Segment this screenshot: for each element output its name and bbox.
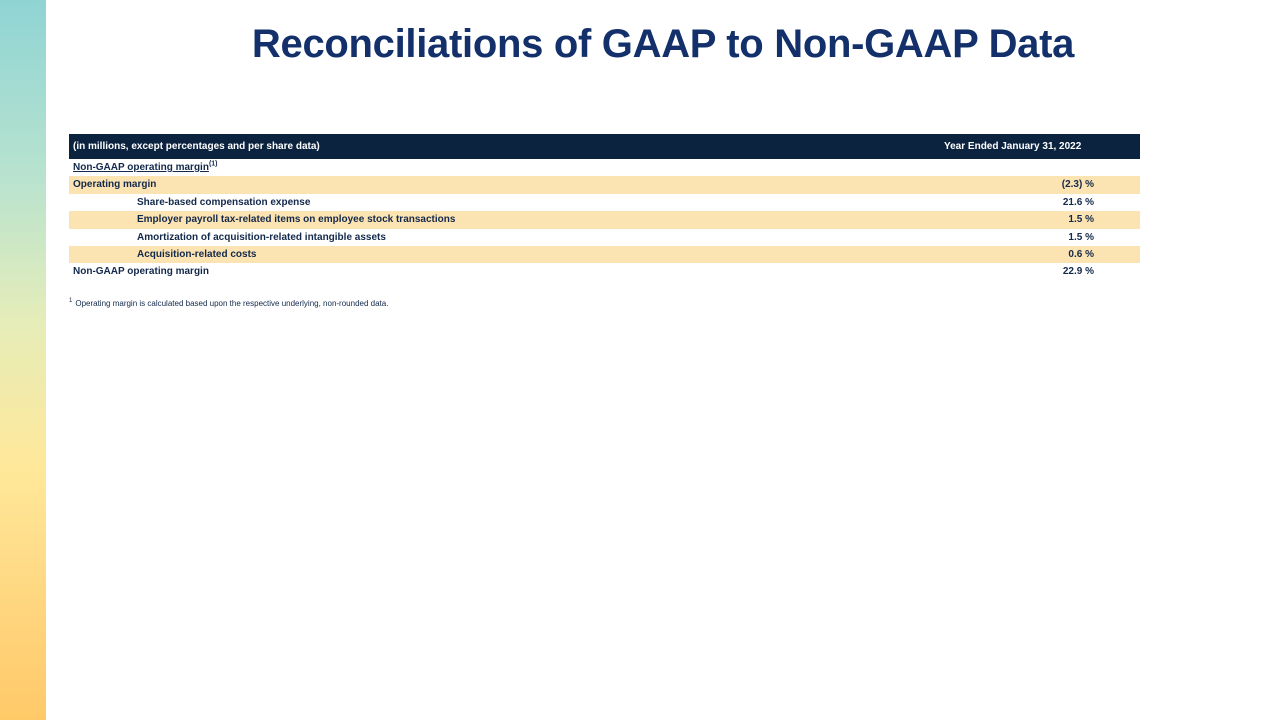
table-row bbox=[69, 229, 1140, 246]
section-heading-row bbox=[69, 159, 1140, 176]
row-value: 1.5 % bbox=[1068, 231, 1094, 243]
row-value: (2.3) % bbox=[1061, 179, 1094, 191]
row-label: Share-based compensation expense bbox=[137, 196, 311, 208]
page-title: Reconciliations of GAAP to Non-GAAP Data bbox=[251, 22, 1075, 66]
header-units-label: (in millions, except percentages and per share data) bbox=[73, 141, 320, 152]
footnote-marker: 1 bbox=[69, 298, 73, 305]
table-row bbox=[69, 176, 1140, 193]
table-row bbox=[69, 194, 1140, 211]
section-heading: Non-GAAP operating margin bbox=[73, 162, 209, 173]
reconciliation-table bbox=[69, 134, 1140, 281]
footnote-text: Operating margin is calculated based upon the respective underlying, non-rounded data. bbox=[75, 299, 389, 308]
row-label: Employer payroll tax-related items on employee stock transactions bbox=[137, 214, 456, 226]
table-row-total bbox=[69, 263, 1140, 280]
row-value: 22.9 % bbox=[1062, 266, 1094, 278]
row-label: Amortization of acquisition-related intangible assets bbox=[137, 231, 386, 243]
section-footnote-ref: (1) bbox=[208, 160, 218, 168]
table-row bbox=[69, 211, 1140, 228]
table-header bbox=[69, 134, 1140, 159]
footnote bbox=[69, 299, 388, 308]
row-value: 21.6 % bbox=[1062, 196, 1094, 208]
row-value: 0.6 % bbox=[1068, 248, 1094, 260]
table-row bbox=[69, 246, 1140, 263]
row-label: Non-GAAP operating margin bbox=[73, 266, 209, 278]
row-label: Operating margin bbox=[73, 179, 157, 191]
row-label: Acquisition-related costs bbox=[137, 248, 257, 260]
row-value: 1.5 % bbox=[1068, 214, 1094, 226]
header-period-label: Year Ended January 31, 2022 bbox=[944, 141, 1082, 152]
accent-sidebar bbox=[0, 0, 46, 720]
